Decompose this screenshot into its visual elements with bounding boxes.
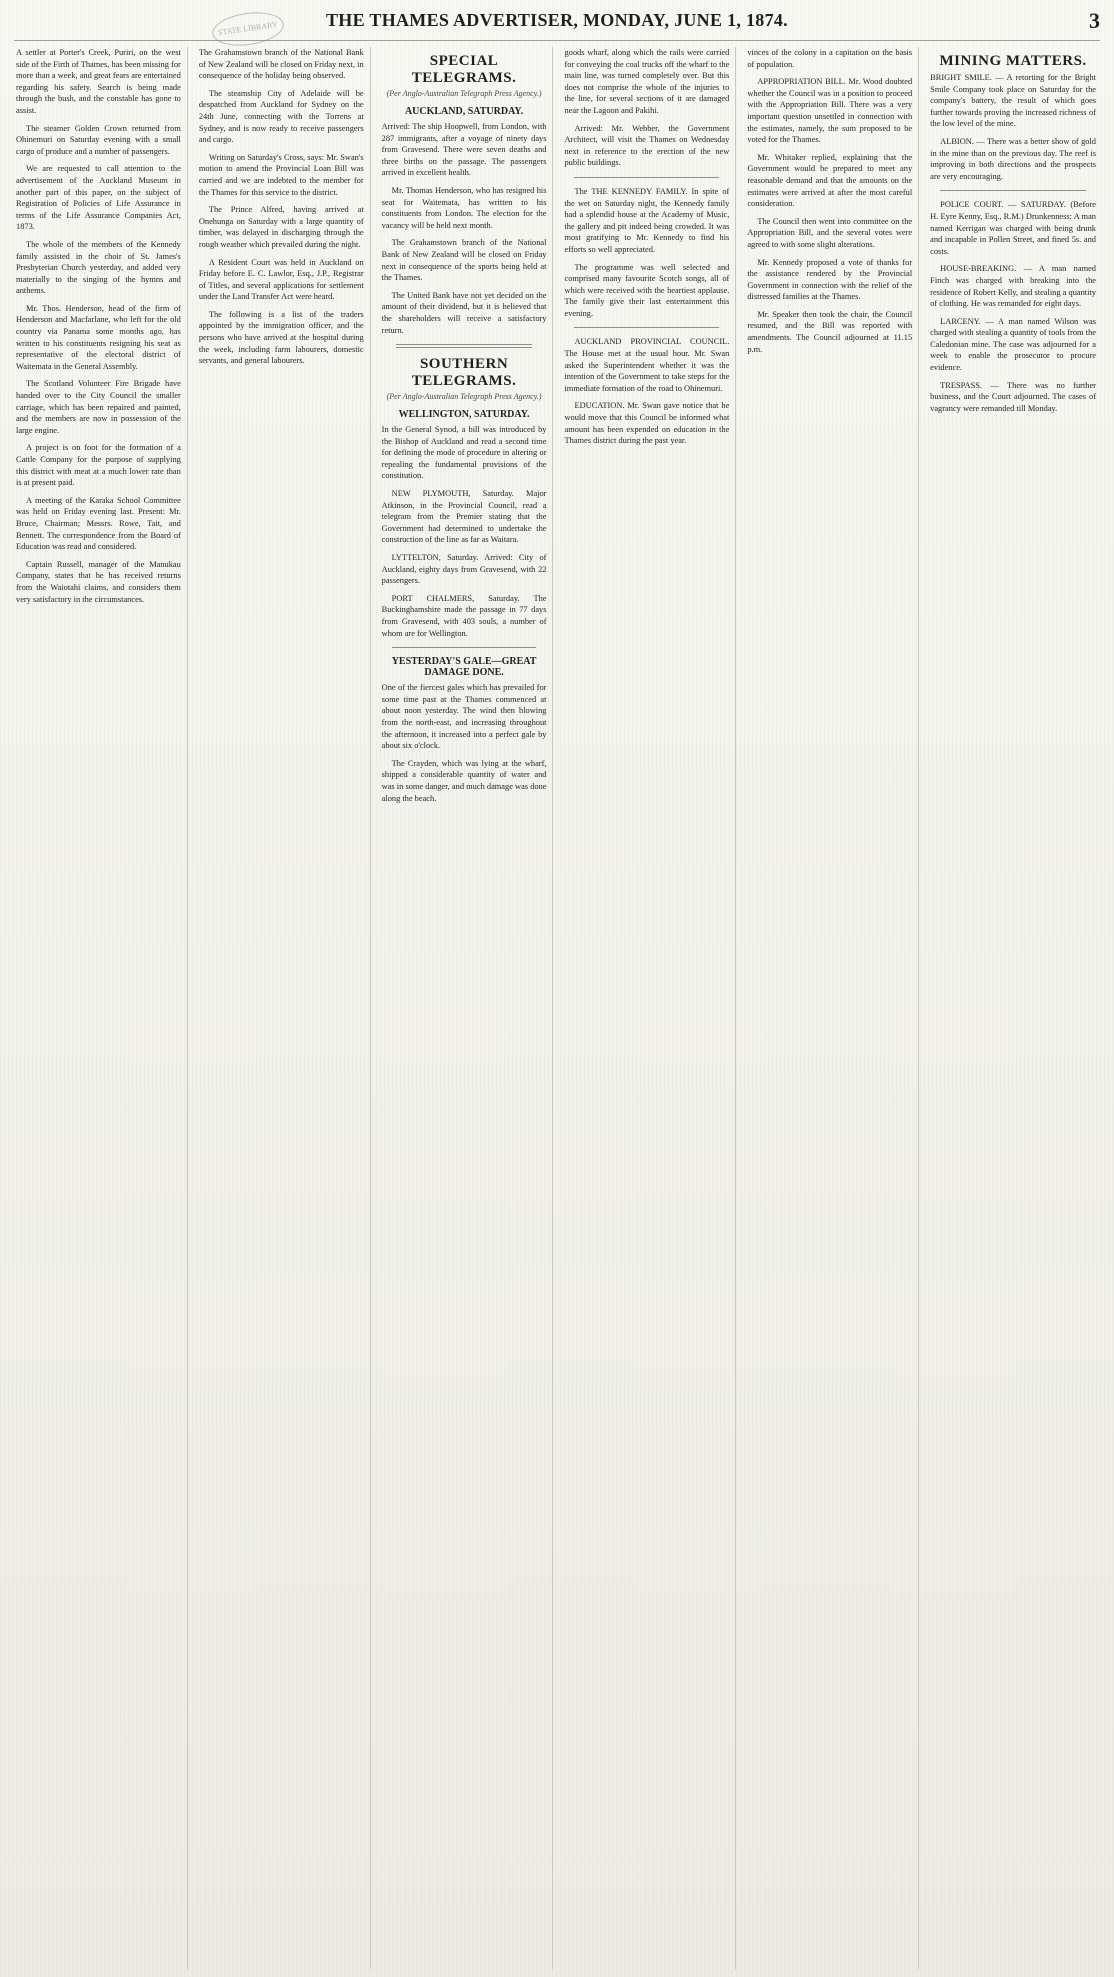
telegram-paragraph: The Grahamstown branch of the National Bank of New Zealand will be closed on Friday next in consequence of the sports being held at the Thames. [381, 238, 547, 283]
special-telegrams-subheading: (Per Anglo-Australian Telegraph Press Agency.) [386, 89, 542, 98]
column-5-paragraph: Mr. Whitaker replied, explaining that the Government would be prepared to meet any reasonable demand and that the amounts on the estimates were arrived at after the most careful consideration. [747, 152, 913, 209]
southern-telegrams-subheading: (Per Anglo-Australian Telegraph Press Agency.) [386, 392, 542, 402]
column-1-paragraph: Mr. Thos. Henderson, head of the firm of Henderson and Macfarlane, who left for the old country via Panama some months ago, has written to his constituents resigning his seat as representative of the electoral district of Waitemata in the General Assembly. [16, 303, 181, 371]
section-divider [574, 327, 719, 328]
column-2-paragraph: A Resident Court was held in Auckland on Friday before E. C. Lawlor, Esq., J.P., Registrar of Titles, and several applications for settlement under the Land Transfer Act were heard. [198, 257, 364, 302]
wellington-dateline: WELLINGTON, SATURDAY. [398, 409, 530, 421]
mining-paragraph: ALBION. — There was a better show of gold in the mine than on the previous day. The reef is improving in both directions and the prospects are very encouraging. [930, 136, 1096, 181]
column-2-paragraph: The following is a list of the traders appointed by the immigration officer, and the persons who have arrived at the hospital during the week, including farm labourers, domestic servants, and general labourers. [198, 309, 364, 366]
column-1-paragraph: Captain Russell, manager of the Manukau Company, states that he has received returns from the Waiotahi claims, and considers them very satisfactory in the circumstances. [16, 559, 181, 604]
column-4-paragraph: goods wharf, along which the rails were carried for conveying the coal trucks off the wharf to the main line, was turned completely over. But this does not comprise the whole of the injuries to the line, for several sections of it are damaged near the Lagoon and Pakihi. [564, 48, 730, 115]
column-4-paragraph: EDUCATION. Mr. Swan gave notice that he would move that this Council be informed what amount has been expended on education in the Thames district during the past year. [564, 401, 730, 446]
column-1-paragraph: A meeting of the Karaka School Committee was held on Friday evening last. Present: Mr. Bruce, Chairman; Messrs. Rowe, Tait, and Bennett. The correspondence from the Board of Education was read and considered. [16, 495, 181, 552]
mining-paragraph: POLICE COURT. — SATURDAY. (Before H. Eyre Kenny, Esq., R.M.) Drunkenness: A man named Kerrigan was charged with being drunk and incapable in Pollen Street, and fined 5s. and costs. [930, 200, 1096, 256]
section-divider [574, 177, 719, 178]
column-5-paragraph: vinces of the colony in a capitation on the basis of population. [747, 48, 913, 69]
page-number: 3 [1089, 8, 1100, 33]
telegram-paragraph: The United Bank have not yet decided on the amount of their dividend, but it is believed that the shareholders will receive a satisfactory return. [381, 290, 547, 335]
mining-matters-heading: MINING MATTERS. [939, 53, 1087, 69]
gale-paragraph: The Crayden, which was lying at the wharf, shipped a considerable quantity of water and was in some danger, and much damage was done along the beach. [381, 758, 547, 803]
column-5-paragraph: Mr. Kennedy proposed a vote of thanks for the assistance rendered by the Provincial Government in connection with the relief of the distressed families at the Thames. [747, 257, 913, 302]
section-divider [940, 190, 1086, 191]
column-5-paragraph: APPROPRIATION BILL. Mr. Wood doubted whether the Council was in a position to proceed with the Appropriation Bill. There was a very important question unsettled in connection with the estimates, namely, the sum proposed to be voted for the Thames. [747, 77, 913, 145]
column-4 [560, 47, 736, 1969]
column-1-paragraph: We are requested to call attention to the advertisement of the Auckland Museum in another part of this paper, on the subject of Registration of Policies of Life Assurance in terms of the Life Assurance Companies Act, 1873. [16, 164, 181, 232]
telegram-paragraph: NEW PLYMOUTH, Saturday. Major Atkinson, in the Provincial Council, read a telegram from the Premier stating that the Government had determined to undertake the construction of the line as far as Waitara. [381, 489, 547, 545]
column-2-paragraph: The Prince Alfred, having arrived at Onehunga on Saturday with a large quantity of timber, was delayed in discharging through the rough weather which prevailed during the night. [198, 205, 364, 249]
column-2-paragraph: The steamship City of Adelaide will be despatched from Auckland for Sydney on the 24th June, connecting with the Torrens at Sydney, and is now ready to receive passengers and cargo. [198, 88, 364, 145]
telegram-paragraph: LYTTELTON, Saturday. Arrived: City of Auckland, eighty days from Gravesend, with 22 passengers. [381, 553, 547, 586]
column-1-paragraph: The Scotland Volunteer Fire Brigade have handed over to the City Council the smaller carriage, which has been repaired and painted, and the members are now in possession of the large engine. [16, 379, 181, 435]
mining-paragraph: TRESPASS. — There was no further business, and the Court adjourned. The cases of vagrancy were remanded till Monday. [930, 380, 1096, 413]
column-1-paragraph: The whole of the members of the Kennedy family assisted in the choir of St. James's Presbyterian Church yesterday, and added very materially to the singing of the hymns and anthems. [16, 239, 181, 296]
gale-heading: YESTERDAY'S GALE—GREAT DAMAGE DONE. [391, 656, 537, 679]
library-stamp: STATE LIBRARY [210, 8, 286, 50]
column-6 [926, 47, 1102, 1969]
column-1-paragraph: The steamer Golden Crown returned from Ohinemuri on Saturday evening with a small cargo of produce and a number of passengers. [16, 123, 181, 156]
mining-paragraph: LARCENY. — A man named Wilson was charged with stealing a quantity of tools from the Caledonian mine. The case was adjourned for a week to enable the prosecutor to procure evidence. [930, 316, 1096, 373]
column-1 [12, 47, 188, 1969]
section-divider [396, 344, 533, 348]
telegram-paragraph: PORT CHALMERS, Saturday. The Buckinghamshire made the passage in 77 days from Gravesend, with 403 souls, a number of whom are for Wellington. [381, 593, 547, 638]
telegram-paragraph: In the General Synod, a bill was introduced by the Bishop of Auckland and read a second time for defining the mode of procedure in altering or repealing the fundamental provisions of the constitution. [381, 425, 547, 481]
column-2-paragraph: Writing on Saturday's Cross, says: Mr. Swan's motion to amend the Provincial Loan Bill was carried and we are indebted to the member for the Thames for this service to the district. [198, 152, 364, 197]
column-4-paragraph: AUCKLAND PROVINCIAL COUNCIL. The House met at the usual hour. Mr. Swan asked the Superintendent whether it was the intention of the Government to take steps for the immediate formation of the road to Ohinemuri. [564, 337, 730, 393]
column-3 [378, 47, 554, 1969]
column-4-paragraph: The programme was well selected and comprised many favourite Scotch songs, all of which were received with the heartiest applause. The family give their last entertainment this evening. [564, 262, 730, 318]
gale-paragraph: One of the fiercest gales which has prevailed for some time past at the Thames commenced at about noon yesterday. The wind then blowing from the north-east, and increasing throughout the afternoon, it increased into a perfect gale by about six o'clock. [381, 683, 547, 751]
column-5-paragraph: The Council then went into committee on the Appropriation Bill, and the several votes were agreed to with some slight alterations. [747, 216, 913, 249]
column-1-paragraph: A settler at Porter's Creek, Puriri, on the west side of the Firth of Thames, has been missing for more than a week, and great fears are entertained regarding his safety. Search is being made through the bush, and the constable has gone to assist. [16, 48, 181, 115]
mining-paragraph: BRIGHT SMILE. — A retorting for the Bright Smile Company took place on Saturday for the company's battery, the result of which goes further towards proving the increased richness of the low level of the mine. [930, 73, 1096, 129]
telegram-paragraph: Arrived: The ship Hoopwell, from London, with 287 immigrants, after a voyage of ninety days from Gravesend. There were seven deaths and three births on the passage. The passengers arrived in excellent health. [381, 122, 547, 178]
masthead-title: THE THAMES ADVERTISER, MONDAY, JUNE 1, 1874. [326, 10, 788, 30]
telegram-paragraph: Mr. Thomas Henderson, who has resigned his seat for Waitemata, has written to his constituents from London. The election for the vacancy will be held next month. [381, 185, 547, 230]
column-2 [195, 47, 371, 1969]
special-telegrams-heading: SPECIAL TELEGRAMS. [411, 53, 517, 86]
column-5 [743, 47, 919, 1969]
article-columns [8, 47, 1106, 1969]
column-1-paragraph: A project is on foot for the formation of a Cattle Company for the purpose of supplying this district with meat at a much lower rate than is at present paid. [16, 443, 181, 488]
auckland-dateline: AUCKLAND, SATURDAY. [404, 106, 524, 117]
section-divider [392, 647, 537, 648]
column-2-paragraph: The Grahamstown branch of the National Bank of New Zealand will be closed on Friday next, in consequence of the holiday being observed. [198, 48, 364, 81]
column-4-paragraph: Arrived: Mr. Webber, the Government Architect, will visit the Thames on Wednesday next in reference to the erection of the new public buildings. [564, 123, 730, 168]
column-5-paragraph: Mr. Speaker then took the chair, the Council resumed, and the Bill was reported with amendments. The Council adjourned at 11.15 p.m. [747, 309, 913, 354]
southern-telegrams-heading: SOUTHERN TELEGRAMS. [411, 356, 517, 390]
column-4-paragraph: The THE KENNEDY FAMILY. In spite of the wet on Saturday night, the Kennedy family had a splendid house at the Academy of Music, the gallery and pit indeed being crowded. It was most gratifying to Mr. Kennedy to find his efforts so well appreciated. [564, 186, 730, 254]
masthead [14, 6, 1100, 41]
mining-paragraph: HOUSE-BREAKING. — A man named Finch was charged with breaking into the residence of Robert Kelly, and stealing a quantity of clothing. He was remanded for eight days. [930, 264, 1096, 309]
